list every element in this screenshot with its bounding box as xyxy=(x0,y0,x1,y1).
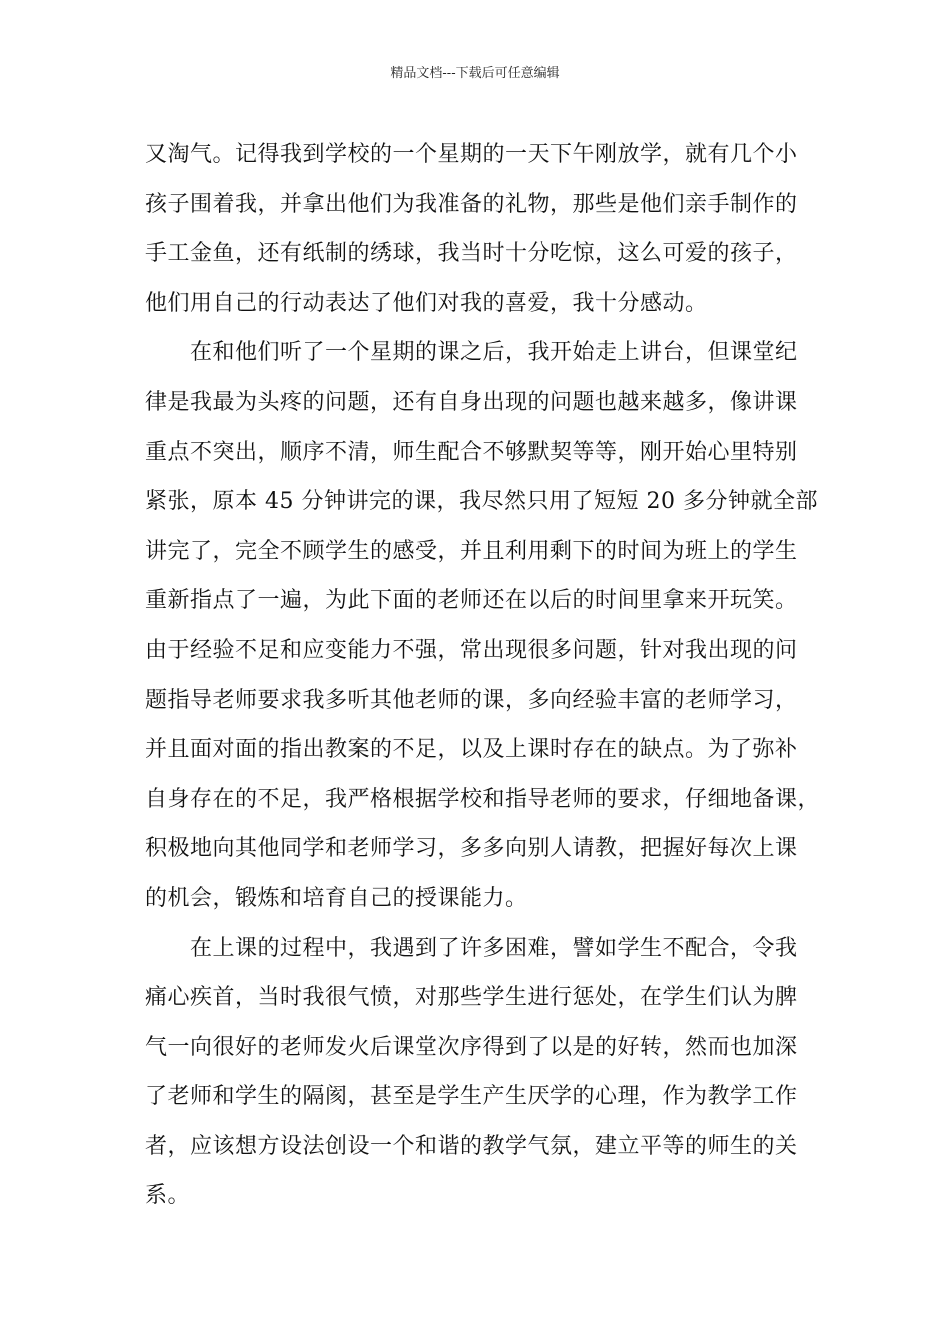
document-body xyxy=(145,130,825,1221)
text-line: 又淘气。记得我到学校的一个星期的一天下午刚放学，就有几个小 xyxy=(145,142,798,167)
text-line: 积极地向其他同学和老师学习，多多向别人请教，把握好每次上课 xyxy=(145,836,798,862)
page-header: 精品文档---下载后可任意编辑 xyxy=(390,66,560,81)
text-line: 律是我最为头疼的问题，还有自身出现的问题也越来越多，像讲课 xyxy=(145,389,798,415)
text-line: 者，应该想方设法创设一个和谐的教学气氛，建立平等的师生的关 xyxy=(145,1133,798,1159)
text-line: 紧张，原本 45 分钟讲完的课，我尽然只用了短短 20 多分钟就全部 xyxy=(145,489,818,515)
text-line: 孩子围着我，并拿出他们为我准备的礼物，那些是他们亲手制作的 xyxy=(145,191,798,217)
text-line: 痛心疾首，当时我很气愤，对那些学生进行惩处，在学生们认为脾 xyxy=(145,985,798,1011)
text-line: 在上课的过程中，我遇到了许多困难，譬如学生不配合，令我 xyxy=(145,935,798,961)
text-line: 在和他们听了一个星期的课之后，我开始走上讲台，但课堂纪 xyxy=(145,340,798,366)
text-line: 重新指点了一遍，为此下面的老师还在以后的时间里拿来开玩笑。 xyxy=(145,588,798,614)
text-line: 他们用自己的行动表达了他们对我的喜爱，我十分感动。 xyxy=(145,290,708,316)
text-line: 重点不突出，顺序不清，师生配合不够默契等等，刚开始心里特别 xyxy=(145,439,798,465)
text-line: 由于经验不足和应变能力不强，常出现很多问题，针对我出现的问 xyxy=(145,637,798,663)
text-line: 讲完了，完全不顾学生的感受，并且利用剩下的时间为班上的学生 xyxy=(145,538,798,564)
text-line: 了老师和学生的隔阂，甚至是学生产生厌学的心理，作为教学工作 xyxy=(145,1084,798,1110)
text-line: 手工金鱼，还有纸制的绣球，我当时十分吃惊，这么可爱的孩子， xyxy=(145,241,798,267)
text-line: 题指导老师要求我多听其他老师的课，多向经验丰富的老师学习， xyxy=(145,687,798,713)
text-line: 系。 xyxy=(145,1183,191,1209)
text-line: 气一向很好的老师发火后课堂次序得到了以是的好转，然而也加深 xyxy=(145,1034,798,1060)
text-line: 自身存在的不足，我严格根据学校和指导老师的要求，仔细地备课， xyxy=(145,786,821,812)
text-line: 的机会，锻炼和培育自己的授课能力。 xyxy=(145,885,528,911)
text-line: 并且面对面的指出教案的不足，以及上课时存在的缺点。为了弥补 xyxy=(145,737,798,763)
